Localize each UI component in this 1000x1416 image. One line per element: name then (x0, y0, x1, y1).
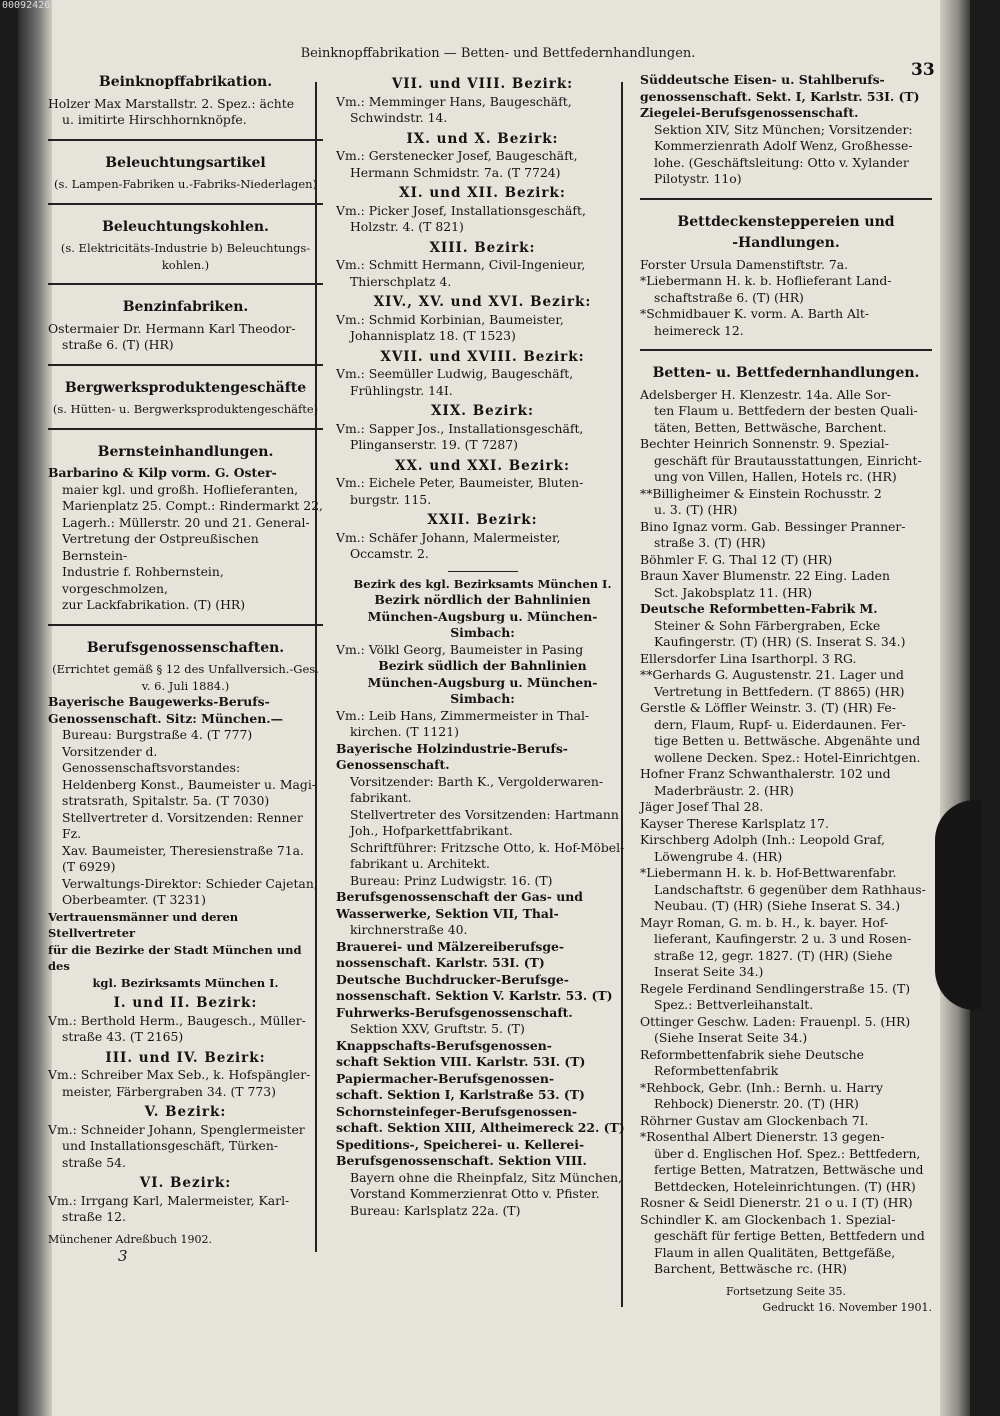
entry-line: straße 6. (T) (HR) (62, 337, 174, 352)
entry-line: Reformbettenfabrik siehe Deutsche (640, 1046, 864, 1062)
entry-line: Ostermaier Dr. Hermann Karl Theodor- (48, 320, 296, 336)
entry-line: kirchen. (T 1121) (350, 724, 459, 739)
entry-line: geschäft für fertige Betten, Bettfedern und (654, 1228, 925, 1243)
entry-line: Kaufingerstr. (T) (HR) (S. Inserat S. 34.) (654, 634, 906, 649)
section-rule (48, 624, 323, 626)
entry-line: Vm.: Sapper Jos., Installationsgeschäft, (336, 420, 584, 436)
entry-line: Löwengrube 4. (HR) (654, 848, 783, 864)
entry-line: Jäger Josef Thal 28. (640, 799, 764, 814)
entry-line: stratsrath, Spitalstr. 5a. (T 7030) (62, 793, 270, 808)
entry-line: Vm.: Leib Hans, Zimmermeister in Thal- (336, 707, 590, 723)
district-heading: XIX. Bezirk: (431, 403, 534, 419)
entry-line: Steiner & Sohn Färbergraben, Ecke (654, 617, 881, 633)
entry-line: Vertrauensmänner und deren Stellvertreter (48, 909, 243, 940)
entry-line: fertige Betten, Matratzen, Bettwäsche und (654, 1162, 924, 1177)
entry-line: Simbach: (450, 625, 515, 640)
entry-line: Barchent, Bettwäsche rc. (HR) (654, 1261, 847, 1276)
entry-line: (s. Lampen-Fabriken u.-Fabriks-Niederlagen) (53, 177, 318, 191)
entry-line: Bechter Heinrich Sonnenstr. 9. Spezial- (640, 436, 889, 451)
entry-line: Vertretung der Ostpreußischen Bernstein- (62, 531, 263, 563)
entry-line: Frühlingstr. 14I. (350, 382, 453, 398)
entry-line: Inserat Seite 34.) (654, 964, 764, 979)
entry-line: schaft. Sektion I, Karlstraße 53. (T) (336, 1087, 585, 1102)
entry-line: geschäft für Brautausstattungen, Einricht- (654, 452, 922, 468)
entry-line: burgstr. 115. (350, 491, 432, 507)
entry-line: straße 43. (T 2165) (62, 1029, 184, 1044)
page-number: 33 (911, 60, 935, 80)
entry-line: Sct. Jakobsplatz 11. (HR) (654, 584, 813, 600)
entry-line: über d. Englischen Hof. Spez.: Bettfedern, (654, 1145, 921, 1161)
entry-line: **Gerhards G. Augustenstr. 21. Lager und (640, 667, 904, 682)
entry-line: Vm.: Schäfer Johann, Malermeister, (336, 529, 561, 545)
section-heading: Beinknopffabrikation. (98, 74, 273, 90)
section-rule (48, 139, 323, 141)
entry-line: Speditions-, Speicherei- u. Kellerei- (336, 1136, 585, 1152)
entry-line: Vm.: Gerstenecker Josef, Baugeschäft, (336, 148, 578, 163)
entry-line: ung von Villen, Hallen, Hotels rc. (HR) (654, 469, 897, 484)
entry-line: kirchnerstraße 40. (350, 922, 468, 937)
entry-line: Vorsitzender: Barth K., Vergolderwaren- (350, 773, 604, 789)
entry-line: zur Lackfabrikation. (T) (HR) (62, 597, 246, 612)
print-date: Gedruckt 16. November 1901. (762, 1301, 932, 1314)
footer-note: Münchener Adreßbuch 1902. (48, 1232, 212, 1246)
entry-line: Adelsberger H. Klenzestr. 14a. Alle Sor- (640, 386, 891, 402)
entry-line: nossenschaft. Karlstr. 53I. (T) (336, 955, 545, 970)
entry-line: Bureau: Prinz Ludwigstr. 16. (T) (350, 872, 553, 888)
entry-line: straße 12. (62, 1209, 126, 1224)
entry-line: kohlen.) (161, 257, 210, 272)
entry-line: u. imitirte Hirschhornknöpfe. (62, 112, 247, 127)
district-heading: III. und IV. Bezirk: (105, 1049, 266, 1066)
entry-line: wollene Decken. Spez.: Hotel-Einrichtgen. (654, 749, 921, 765)
entry-line: fabrikant u. Architekt. (350, 856, 490, 871)
district-heading: VII. und VIII. Bezirk: (391, 76, 574, 92)
book-gutter (18, 0, 52, 1416)
entry-line: Hermann Schmidstr. 7a. (T 7724) (350, 164, 561, 180)
entry-line: u. 3. (T) (HR) (654, 502, 738, 517)
section-heading: Beleuchtungsartikel (105, 154, 266, 171)
section-heading: Betten- u. Bettfedernhandlungen. (652, 365, 920, 381)
short-rule (448, 571, 518, 572)
entry-line: Vm.: Schmitt Hermann, Civil-Ingenieur, (336, 257, 586, 272)
district-heading: XVII. und XVIII. Bezirk: (380, 348, 585, 365)
entry-line: (Siehe Inserat Seite 34.) (654, 1030, 808, 1045)
entry-line: genossenschaft. Sekt. I, Karlstr. 53I. (T) (640, 88, 920, 104)
entry-line: Stellvertreter d. Vorsitzenden: Renner Fz. (62, 809, 307, 841)
page-edge (940, 0, 970, 1416)
entry-line: Verwaltungs-Direktor: Schieder Cajetan, (62, 875, 318, 891)
entry-line: Vorstand Kommerzienrat Otto v. Pfister. (350, 1186, 600, 1201)
entry-line: Berufsgenossenschaft. Sektion VIII. (336, 1153, 587, 1168)
entry-line: Barbarino & Kilp vorm. G. Oster- (48, 465, 277, 480)
entry-line: Bezirk südlich der Bahnlinien (378, 658, 587, 673)
entry-line: *Schmidbauer K. vorm. A. Barth Alt- (640, 306, 870, 321)
entry-line: *Liebermann H. k. b. Hoflieferant Land- (640, 273, 892, 288)
signature-mark: 3 (118, 1247, 128, 1265)
running-title: Beinknopffabrikation — Betten- und Bettfedernhandlungen. (300, 46, 696, 61)
entry-line: meister, Färbergraben 34. (T 773) (62, 1083, 276, 1099)
entry-line: Fuhrwerks-Berufsgenossenschaft. (336, 1004, 573, 1020)
entry-line: Thierschplatz 4. (350, 273, 452, 289)
entry-line: Böhmler F. G. Thal 12 (T) (HR) (640, 551, 833, 567)
entry-line: v. 6. Juli 1884.) (141, 678, 230, 693)
district-heading: IX. und X. Bezirk: (406, 130, 559, 147)
entry-line: für die Bezirke der Stadt München und des (48, 942, 306, 973)
district-heading: V. Bezirk: (144, 1104, 227, 1120)
entry-line: und Installationsgeschäft, Türken- (62, 1138, 279, 1153)
entry-line: Simbach: (450, 691, 515, 706)
thumb-index-tab (935, 800, 981, 1010)
entry-line: Sektion XIV, Sitz München; Vorsitzender: (654, 121, 913, 137)
entry-line: schaft Sektion VIII. Karlstr. 53I. (T) (336, 1054, 586, 1069)
district-heading: XIV., XV. und XVI. Bezirk: (373, 294, 592, 310)
section-rule (640, 349, 932, 351)
entry-line: München-Augsburg u. München- (367, 608, 598, 624)
entry-line: Schriftführer: Fritzsche Otto, k. Hof-Möbel- (350, 839, 625, 855)
column-1 (48, 72, 323, 1265)
entry-line: Rehbock) Dienerstr. 20. (T) (HR) (654, 1096, 859, 1111)
entry-line: lohe. (Geschäftsleitung: Otto v. Xylander (654, 154, 909, 170)
entry-line: Papiermacher-Berufsgenossen- (336, 1070, 555, 1086)
entry-line: straße 54. (62, 1154, 126, 1170)
district-heading: XI. und XII. Bezirk: (399, 185, 566, 201)
district-heading: VI. Bezirk: (139, 1175, 232, 1191)
footer-note: Fortsetzung Seite 35. (726, 1284, 846, 1298)
entry-line: Occamstr. 2. (350, 546, 429, 561)
entry-line: Pilotystr. 11o) (654, 171, 742, 186)
district-heading: XX. und XXI. Bezirk: (394, 457, 571, 474)
entry-line: Vm.: Berthold Herm., Baugesch., Müller- (48, 1012, 306, 1028)
entry-line: Wasserwerke, Sektion VII, Thal- (336, 905, 559, 921)
entry-line: Oberbeamter. (T 3231) (62, 892, 206, 907)
entry-line: Flaum in allen Qualitäten, Bettgefäße, (654, 1244, 896, 1260)
entry-line: Vm.: Eichele Peter, Baumeister, Bluten- (336, 475, 584, 490)
scan-stamp: 00092426 (2, 0, 51, 11)
entry-line: Spez.: Bettverleihanstalt. (654, 997, 814, 1012)
entry-line: ten Flaum u. Bettfedern der besten Quali- (654, 403, 918, 418)
column-3 (640, 72, 932, 1317)
entry-line: Ellersdorfer Lina Isarthorpl. 3 RG. (640, 650, 857, 666)
entry-line: Mayr Roman, G. m. b. H., k. bayer. Hof- (640, 914, 889, 930)
entry-line: Rosner & Seidl Dienerstr. 21 o u. I (T) (HR) (640, 1195, 913, 1210)
section-rule (640, 198, 932, 200)
section-heading: Bernsteinhandlungen. (97, 443, 274, 460)
district-heading: XXII. Bezirk: (427, 512, 538, 528)
entry-line: Xav. Baumeister, Theresienstraße 71a. (62, 842, 304, 858)
entry-line: Stellvertreter des Vorsitzenden: Hartmann (350, 806, 619, 822)
entry-line: Industrie f. Rohbernstein, vorgeschmolzen, (62, 564, 228, 596)
entry-line: schaft. Sektion XIII, Altheimereck 22. (T) (336, 1120, 625, 1135)
section-heading: Berufsgenossenschaften. (86, 639, 285, 656)
entry-line: Hofner Franz Schwanthalerstr. 102 und (640, 766, 891, 781)
entry-line: Deutsche Reformbetten-Fabrik M. (640, 601, 878, 616)
entry-line: Knappschafts-Berufsgenossen- (336, 1037, 552, 1053)
entry-line: Landschaftstr. 6 gegenüber dem Rathhaus- (654, 881, 926, 897)
entry-line: heimereck 12. (654, 322, 744, 338)
section-rule (48, 283, 323, 285)
section-rule (48, 364, 323, 366)
section-rule (48, 203, 323, 205)
entry-line: dern, Flaum, Rupf- u. Eiderdaunen. Fer- (654, 716, 906, 732)
entry-line: Schwindstr. 14. (350, 110, 448, 125)
entry-line: Ziegelei-Berufsgenossenschaft. (640, 105, 859, 120)
entry-line: straße 3. (T) (HR) (654, 535, 766, 550)
entry-line: München-Augsburg u. München- (367, 674, 598, 690)
entry-line: Genossenschaft. (336, 757, 450, 772)
entry-line: Berufsgenossenschaft der Gas- und (336, 889, 583, 904)
district-heading: I. und II. Bezirk: (113, 995, 258, 1011)
entry-line: Kirschberg Adolph (Inh.: Leopold Graf, (640, 832, 885, 847)
entry-line: Bino Ignaz vorm. Gab. Bessinger Pranner- (640, 518, 906, 534)
entry-line: (s. Elektricitäts-Industrie b) Beleuchtungs- (60, 241, 311, 255)
entry-line: Genossenschaft. Sitz: München.— (48, 710, 284, 726)
section-heading: -Handlungen. (732, 235, 840, 251)
section-heading: Benzinfabriken. (122, 299, 249, 315)
entry-line: Holzer Max Marstallstr. 2. Spez.: ächte (48, 95, 295, 111)
entry-line: Vm.: Völkl Georg, Baumeister in Pasing (336, 641, 584, 657)
entry-line: Marienplatz 25. Compt.: Rindermarkt 22, (62, 498, 323, 513)
entry-line: Vm.: Memminger Hans, Baugeschäft, (336, 93, 572, 109)
entry-line: Bezirk des kgl. Bezirksamts München I. (353, 576, 612, 591)
entry-line: (T 6929) (62, 859, 116, 874)
entry-line: Ottinger Geschw. Laden: Frauenpl. 5. (HR) (640, 1013, 911, 1029)
entry-line: Bureau: Burgstraße 4. (T 777) (62, 727, 253, 742)
entry-line: Lagerh.: Müllerstr. 20 und 21. General- (62, 514, 310, 530)
entry-line: straße 12, gegr. 1827. (T) (HR) (Siehe (654, 947, 893, 963)
entry-line: Bayern ohne die Rheinpfalz, Sitz München, (350, 1169, 623, 1185)
entry-line: Bezirk nördlich der Bahnlinien (374, 592, 591, 607)
entry-line: Vm.: Schmid Korbinian, Baumeister, (336, 311, 564, 327)
entry-line: Neubau. (T) (HR) (Siehe Inserat S. 34.) (654, 898, 901, 913)
entry-line: Vm.: Schneider Johann, Spenglermeister (48, 1121, 305, 1137)
district-heading: XIII. Bezirk: (429, 239, 536, 256)
entry-line: **Billigheimer & Einstein Rochusstr. 2 (640, 485, 882, 501)
entry-line: Gerstle & Löffler Weinstr. 3. (T) (HR) Fe- (640, 700, 896, 715)
entry-line: Maderbräustr. 2. (HR) (654, 782, 794, 798)
entry-line: Schindler K. am Glockenbach 1. Spezial- (640, 1211, 896, 1227)
entry-line: Holzstr. 4. (T 821) (350, 219, 464, 234)
entry-line: fabrikant. (350, 790, 412, 805)
section-heading: Beleuchtungskohlen. (102, 218, 269, 235)
scanned-page (18, 0, 970, 1416)
entry-line: *Rosenthal Albert Dienerstr. 13 gegen- (640, 1129, 885, 1144)
column-2 (336, 72, 629, 1219)
entry-line: Bettdecken, Hoteleinrichtungen. (T) (HR) (654, 1178, 916, 1194)
entry-line: täten, Betten, Bettwäsche, Barchent. (654, 419, 887, 435)
section-heading: Bergwerksproduktengeschäfte (64, 379, 307, 396)
entry-line: Bayerische Baugewerks-Berufs- (48, 694, 270, 709)
entry-line: Regele Ferdinand Sendlingerstraße 15. (T) (640, 980, 911, 996)
entry-line: Kayser Therese Karlsplatz 17. (640, 815, 829, 831)
entry-line: Johannisplatz 18. (T 1523) (350, 328, 516, 343)
entry-line: *Liebermann H. k. b. Hof-Bettwarenfabr. (640, 865, 897, 880)
entry-line: Deutsche Buchdrucker-Berufsge- (336, 971, 569, 987)
entry-line: Braun Xaver Blumenstr. 22 Eing. Laden (640, 568, 890, 583)
entry-line: kgl. Bezirksamts München I. (92, 975, 279, 990)
entry-line: Vertretung in Bettfedern. (T 8865) (HR) (654, 683, 905, 699)
entry-line: Reformbettenfabrik (654, 1063, 779, 1078)
entry-line: Schornsteinfeger-Berufsgenossen- (336, 1103, 578, 1119)
entry-line: Sektion XXV, Gruftstr. 5. (T) (350, 1021, 525, 1036)
entry-line: nossenschaft. Sektion V. Karlstr. 53. (T) (336, 988, 613, 1003)
entry-line: Röhrner Gustav am Glockenbach 7I. (640, 1112, 869, 1128)
entry-line: Vorsitzender d. Genossenschaftsvorstandes: (62, 743, 241, 775)
entry-line: Bureau: Karlsplatz 22a. (T) (350, 1202, 521, 1218)
entry-line: Joh., Hofparkettfabrikant. (350, 823, 513, 838)
entry-line: schaftstraße 6. (T) (HR) (654, 289, 804, 305)
section-rule (48, 428, 323, 430)
entry-line: Bayerische Holzindustrie-Berufs- (336, 740, 568, 756)
entry-line: (Errichtet gemäß § 12 des Unfallversich.-Ges. (52, 662, 319, 676)
entry-line: Vm.: Picker Josef, Installationsgeschäft, (336, 202, 586, 218)
entry-line: tige Betten u. Bettwäsche. Abgenähte und (654, 733, 921, 748)
entry-line: Brauerei- und Mälzereiberufsge- (336, 938, 565, 954)
entry-line: Forster Ursula Damenstiftstr. 7a. (640, 256, 849, 272)
entry-line: Vm.: Schreiber Max Seb., k. Hofspängler- (48, 1067, 311, 1082)
entry-line: maier kgl. und großh. Hoflieferanten, (62, 481, 299, 497)
entry-line: Heldenberg Konst., Baumeister u. Magi- (62, 776, 316, 792)
entry-line: Süddeutsche Eisen- u. Stahlberufs- (640, 72, 885, 87)
entry-line: Vm.: Irrgang Karl, Malermeister, Karl- (48, 1192, 290, 1208)
entry-line: *Rehbock, Gebr. (Inh.: Bernh. u. Harry (640, 1079, 883, 1095)
entry-line: Kommerzienrath Adolf Wenz, Großhesse- (654, 138, 913, 153)
entry-line: Vm.: Seemüller Ludwig, Baugeschäft, (336, 366, 574, 381)
entry-line: lieferant, Kaufingerstr. 2 u. 3 und Rosen- (654, 931, 912, 946)
section-heading: Bettdeckensteppereien und (677, 213, 895, 230)
entry-line: (s. Hütten- u. Bergwerksproduktengeschäfte) (52, 402, 319, 416)
entry-line: Plinganserstr. 19. (T 7287) (350, 437, 518, 452)
